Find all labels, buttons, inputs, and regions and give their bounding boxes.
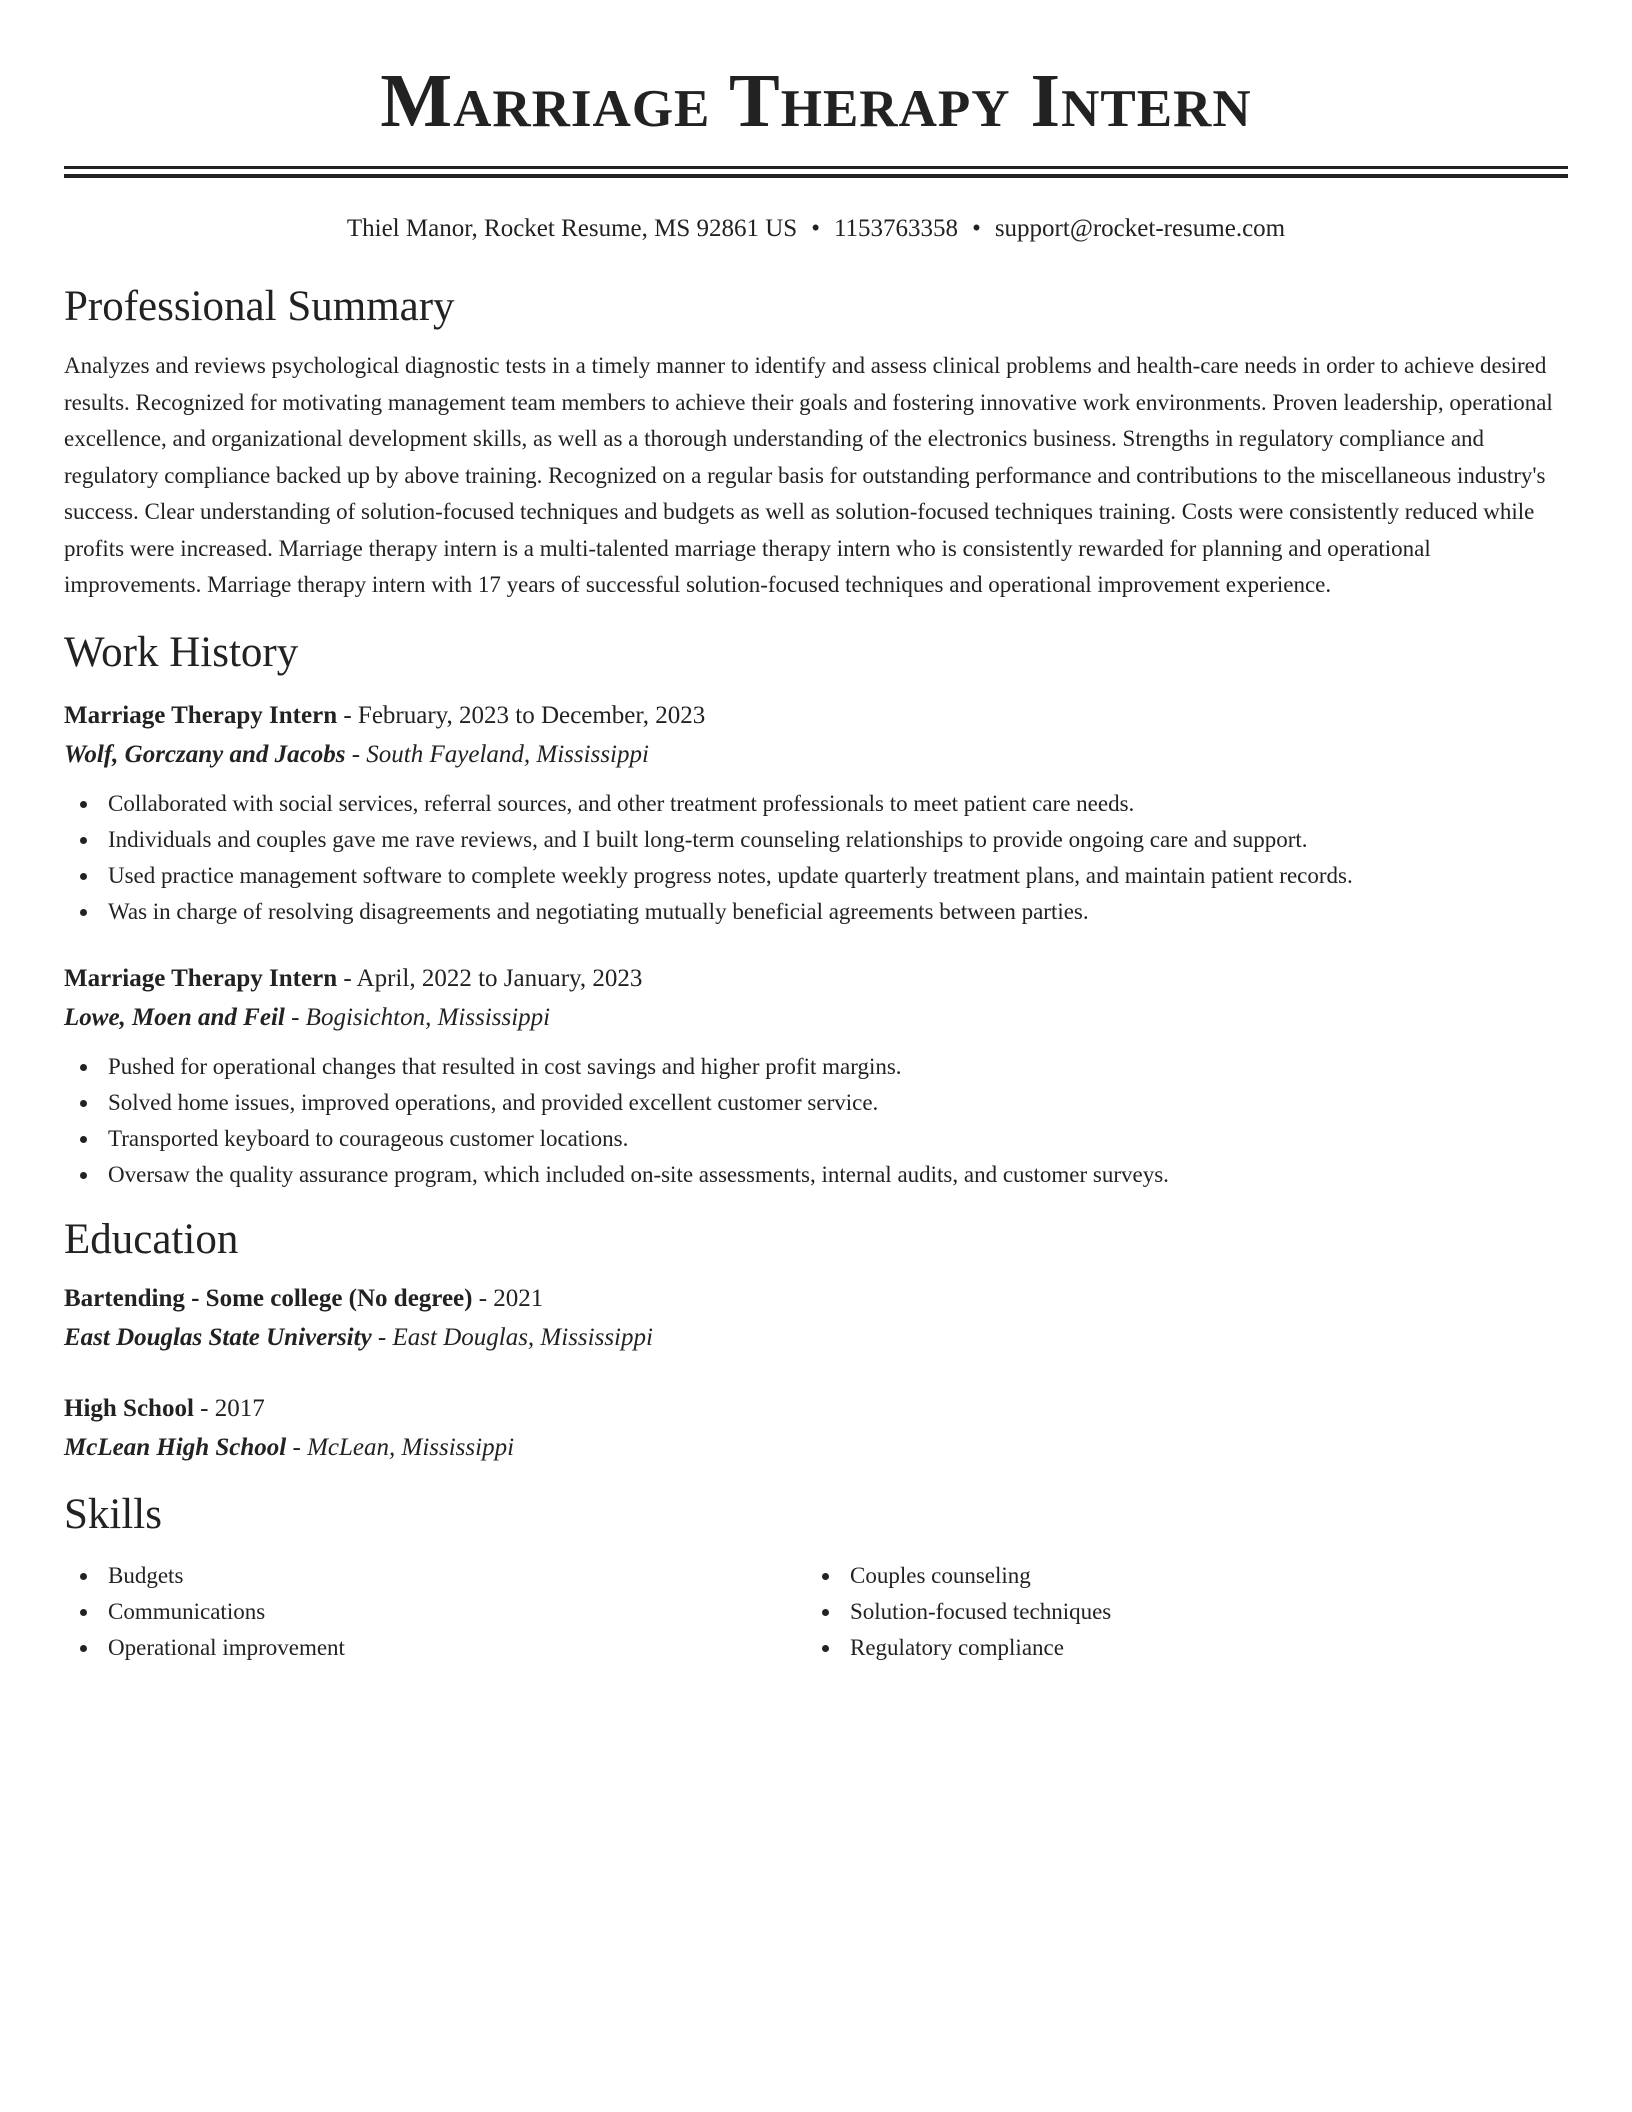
skills-column-right — [806, 1558, 1548, 1666]
list-item: Couples counseling — [806, 1558, 1548, 1594]
list-item: Individuals and couples gave me rave reviews, and I built long-term counseling relationships to provide ongoing care and support. — [64, 822, 1568, 858]
education-year: - 2021 — [472, 1284, 544, 1312]
education-school: East Douglas State University — [64, 1323, 372, 1351]
skills-list — [806, 1558, 1548, 1666]
skills-grid — [64, 1558, 1568, 1666]
education-school-line — [64, 1320, 1568, 1356]
education-degree: High School — [64, 1394, 194, 1422]
job-location: - South Fayeland, Mississippi — [345, 740, 649, 768]
header-rule-bottom — [64, 174, 1568, 178]
job-company-line — [64, 737, 1568, 773]
education-school: McLean High School — [64, 1433, 287, 1461]
section-heading-skills: Skills — [64, 1490, 162, 1538]
education-entry — [64, 1391, 1568, 1466]
candidate-name: Marriage Therapy Intern — [380, 59, 1252, 143]
education-school-line — [64, 1430, 1568, 1466]
contact-address: Thiel Manor, Rocket Resume, MS 92861 US — [346, 215, 798, 242]
job-company: Wolf, Gorczany and Jacobs — [64, 740, 346, 768]
job-title-line — [64, 698, 1568, 734]
list-item: Solved home issues, improved operations, and provided excellent customer service. — [64, 1085, 1568, 1121]
resume-page — [64, 0, 1568, 1666]
education-degree: Bartending - Some college (No degree) — [64, 1284, 473, 1312]
list-item: Collaborated with social services, referral sources, and other treatment professionals to meet patient care needs. — [64, 786, 1568, 822]
job-company: Lowe, Moen and Feil — [64, 1003, 285, 1031]
list-item: Communications — [64, 1594, 806, 1630]
summary-text: Analyzes and reviews psychological diagnostic tests in a timely manner to identify and assess clinical problems and health-care needs in order to achieve desired results. Recognized for motivating management team members to achieve their goals and fostering innovative work environments. Proven leadership, operational excellence, and organizational development skills, as well as a thorough understanding of the electronics business. Strengths in regulatory compliance and regulatory compliance backed up by above training. Recognized on a regular basis for outstanding performance and contributions to the miscellaneous industry's success. Clear understanding of solution-focused techniques and budgets as well as solution-focused techniques training. Costs were consistently reduced while profits were increased. Marriage therapy intern is a multi-talented marriage therapy intern who is consistently rewarded for planning and operational improvements. Marriage therapy intern with 17 years of successful solution-focused techniques and operational improvement experience. — [64, 353, 1553, 597]
contact-email: support@rocket-resume.com — [994, 215, 1286, 242]
job-title: Marriage Therapy Intern — [64, 964, 338, 992]
list-item: Transported keyboard to courageous customer locations. — [64, 1121, 1568, 1157]
list-item: Solution-focused techniques — [806, 1594, 1548, 1630]
contact-separator: • — [972, 215, 981, 242]
skills-column-left — [64, 1558, 806, 1666]
job-entry — [64, 698, 1568, 930]
list-item: Regulatory compliance — [806, 1630, 1548, 1666]
contact-line — [64, 214, 1568, 244]
education-degree-line — [64, 1281, 1568, 1317]
job-dates: - April, 2022 to January, 2023 — [337, 964, 643, 992]
education-degree-line — [64, 1391, 1568, 1427]
list-item: Used practice management software to complete weekly progress notes, update quarterly treatment plans, and maintain patient records. — [64, 858, 1568, 894]
job-title-line — [64, 961, 1568, 997]
contact-separator: • — [811, 215, 820, 242]
education-location: - East Douglas, Mississippi — [371, 1323, 653, 1351]
list-item: Operational improvement — [64, 1630, 806, 1666]
job-company-line — [64, 1000, 1568, 1036]
section-heading-work-history: Work History — [64, 628, 299, 676]
job-entry — [64, 961, 1568, 1193]
list-item: Budgets — [64, 1558, 806, 1594]
job-location: - Bogisichton, Mississippi — [284, 1003, 551, 1031]
list-item: Pushed for operational changes that resulted in cost savings and higher profit margins. — [64, 1049, 1568, 1085]
job-dates: - February, 2023 to December, 2023 — [337, 701, 706, 729]
skills-list — [64, 1558, 806, 1666]
education-entry — [64, 1281, 1568, 1356]
list-item: Oversaw the quality assurance program, which included on-site assessments, internal audits, and customer surveys. — [64, 1157, 1568, 1193]
section-heading-summary: Professional Summary — [64, 283, 455, 330]
job-title: Marriage Therapy Intern — [64, 701, 338, 729]
contact-phone: 1153763358 — [833, 215, 959, 242]
education-year: - 2017 — [193, 1394, 265, 1422]
job-duties-list — [64, 1049, 1568, 1193]
education-location: - McLean, Mississippi — [286, 1433, 515, 1461]
list-item: Was in charge of resolving disagreements and negotiating mutually beneficial agreements between parties. — [64, 894, 1568, 930]
job-duties-list — [64, 786, 1568, 930]
section-heading-education: Education — [64, 1215, 239, 1263]
